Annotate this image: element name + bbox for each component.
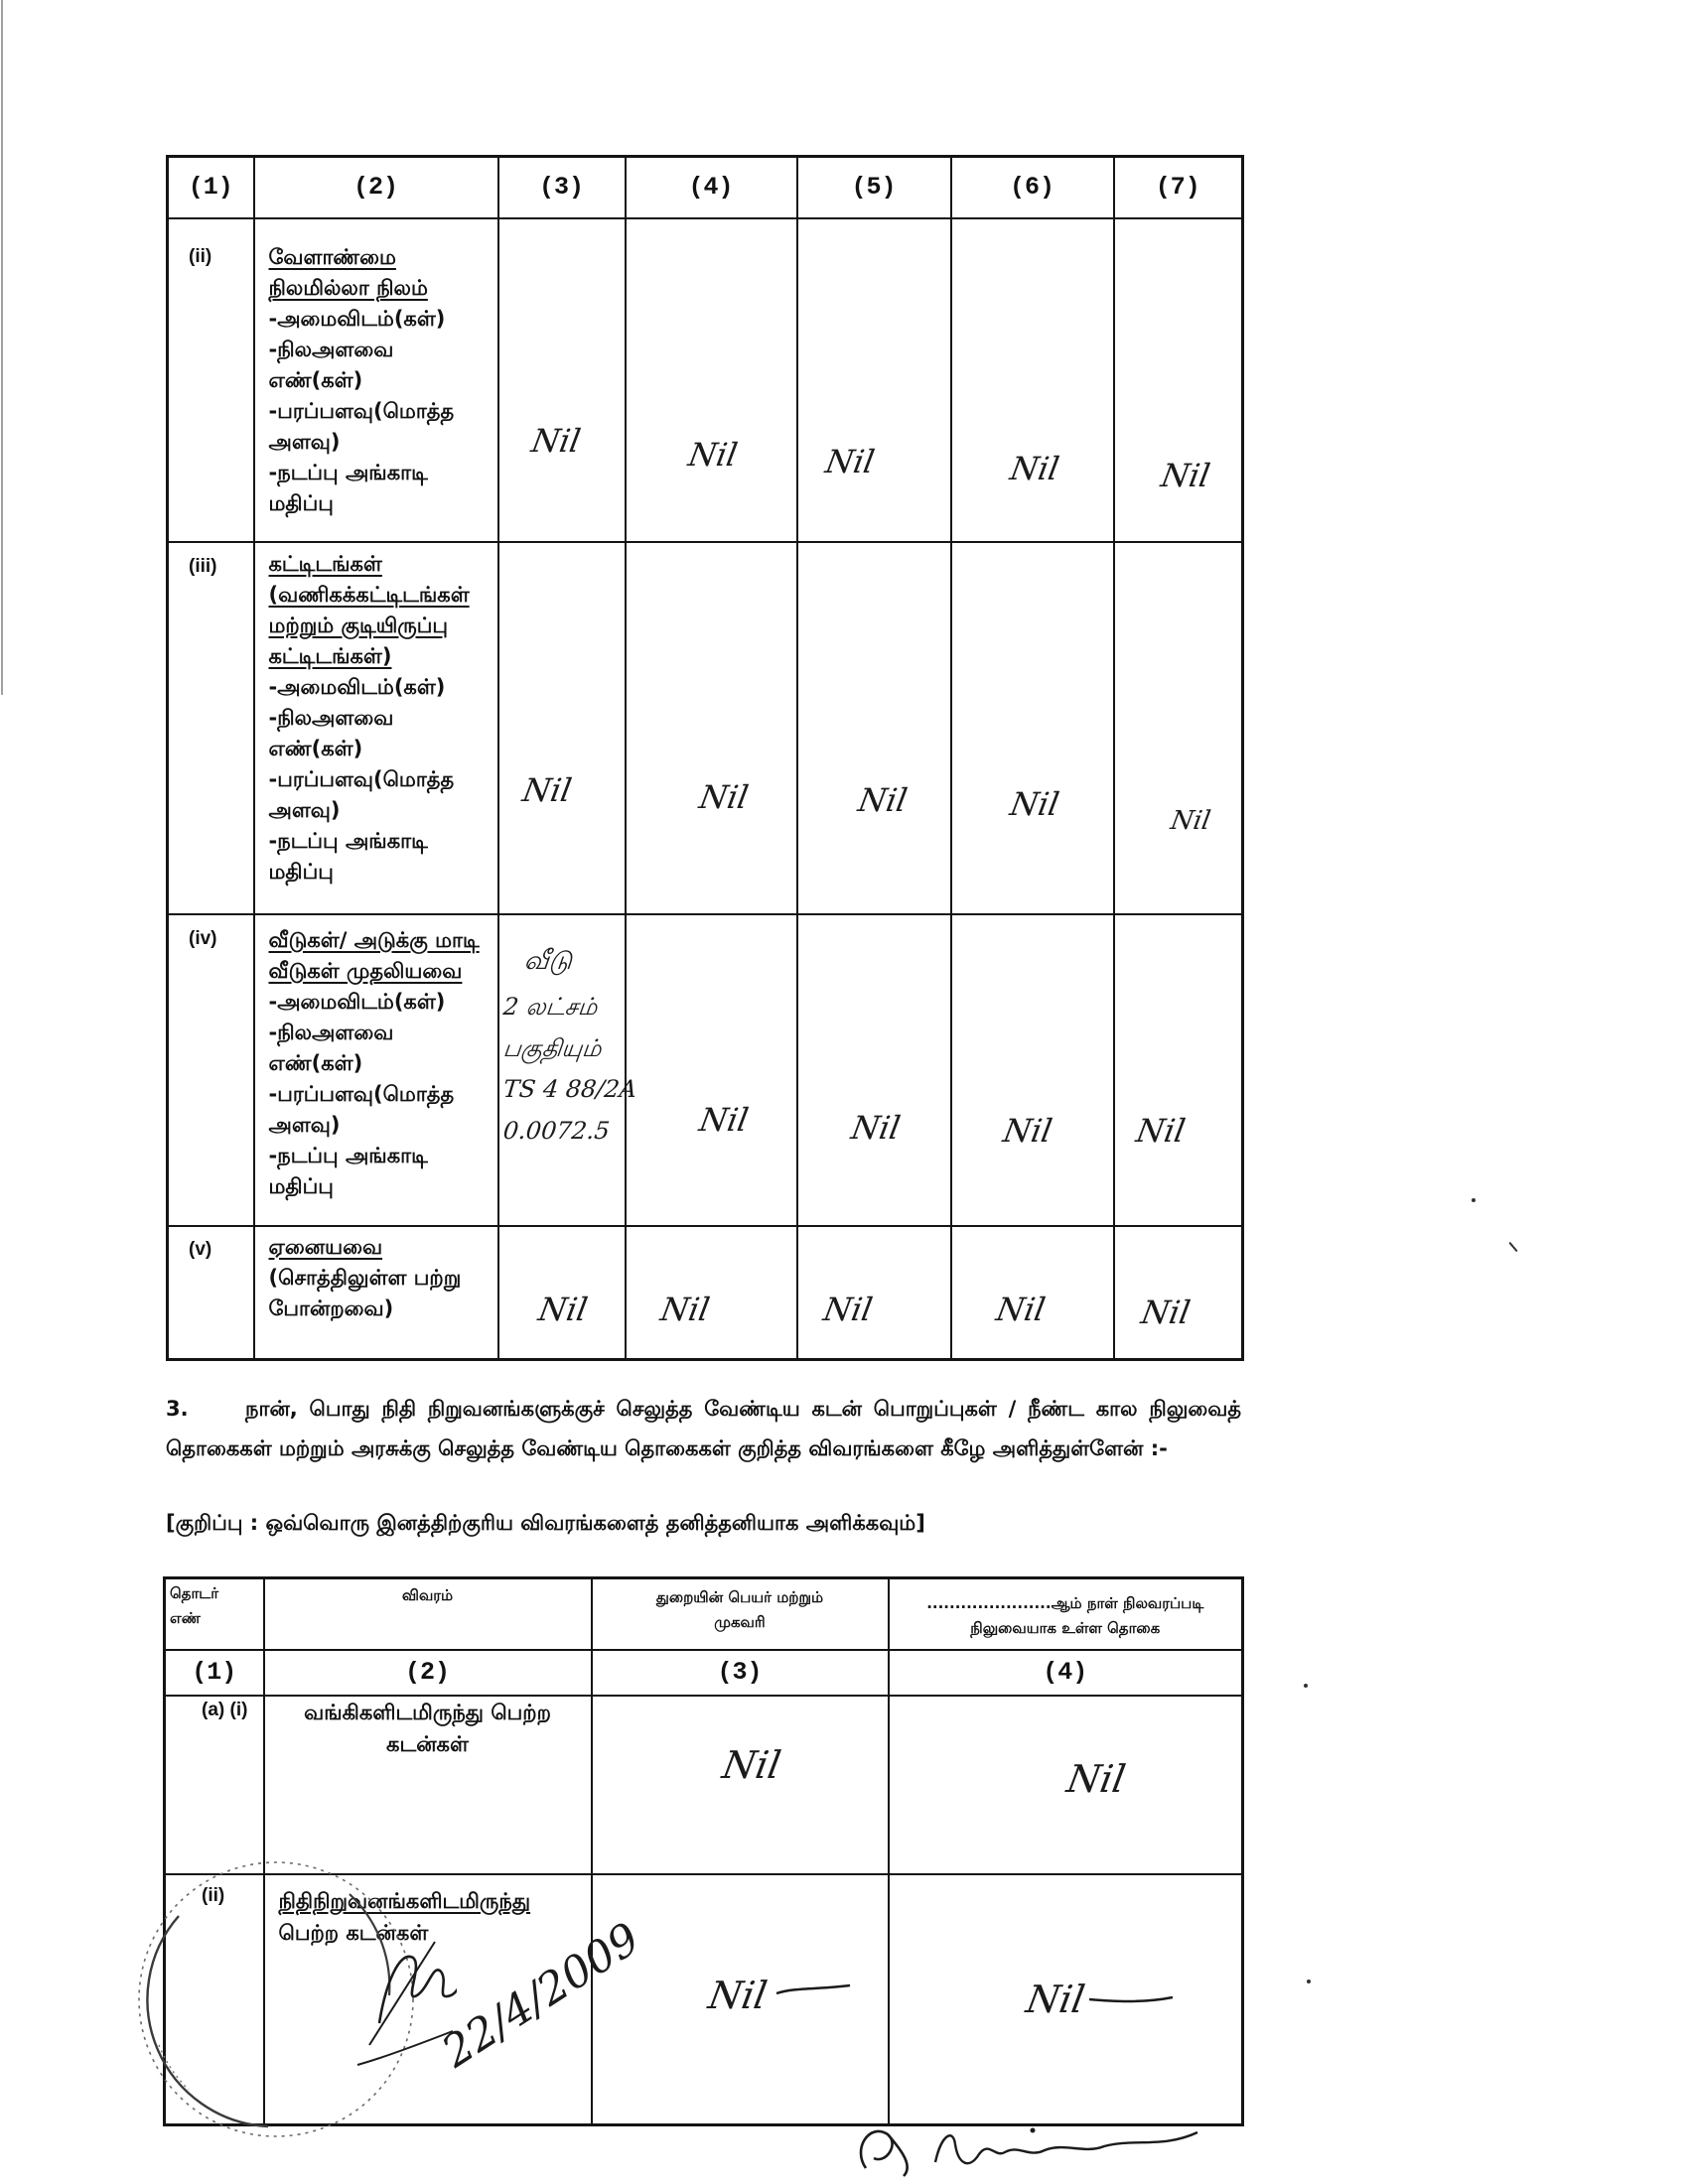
handwritten-note-line: 2 லட்சம் bbox=[501, 993, 600, 1021]
row-serial: (v) bbox=[189, 1238, 212, 1260]
row-detail-line: மதிப்பு bbox=[268, 490, 334, 515]
header-line: துறையின் பெயர் மற்றும் bbox=[655, 1588, 824, 1606]
handwritten-entry: Nil bbox=[535, 1291, 591, 1328]
row-serial: (ii) bbox=[189, 245, 212, 267]
column-number: (3) bbox=[498, 157, 626, 218]
row-title-line: நிலமில்லா நிலம் bbox=[268, 275, 428, 300]
column-number: (3) bbox=[592, 1650, 889, 1696]
assets-table bbox=[166, 155, 1244, 1361]
row-serial: (ii) bbox=[202, 1884, 225, 1906]
row-detail-line: -பரப்பளவு(மொத்த bbox=[268, 766, 455, 791]
row-description bbox=[255, 915, 497, 1202]
table-cell bbox=[797, 542, 951, 914]
handwritten-entry: Nil bbox=[1023, 1978, 1088, 2021]
row-description bbox=[255, 1227, 497, 1324]
row-detail-line: அளவு) bbox=[268, 797, 341, 822]
handwritten-entry: Nil bbox=[1158, 457, 1213, 494]
column-number: (4) bbox=[889, 1650, 1243, 1696]
row-detail-line: -நிலஅளவை bbox=[268, 1020, 394, 1044]
table-header-row bbox=[165, 1578, 1243, 1650]
table-cell bbox=[797, 914, 951, 1226]
section-3-paragraph bbox=[166, 1389, 1241, 1468]
table-cell bbox=[797, 218, 951, 542]
row-detail-line: -நடப்பு அங்காடி bbox=[268, 828, 428, 853]
table-header-cell bbox=[889, 1578, 1243, 1650]
table-cell bbox=[951, 914, 1114, 1226]
row-detail-line: -அமைவிடம்(கள்) bbox=[268, 989, 446, 1014]
table-cell bbox=[168, 914, 254, 1226]
serial-header bbox=[166, 1579, 263, 1631]
table-cell bbox=[1114, 1226, 1243, 1360]
handwritten-entry: Nil bbox=[528, 422, 584, 460]
scan-speck bbox=[1508, 1242, 1517, 1252]
row-detail-line: எண்(கள்) bbox=[268, 367, 363, 392]
row-description-line: வங்கிகளிடமிருந்து பெற்ற bbox=[304, 1700, 551, 1724]
section-note: [குறிப்பு : ஒவ்வொரு இனத்திற்குரிய விவரங்களைத் தனித்தனியாக அளிக்கவும்] bbox=[166, 1511, 925, 1535]
row-detail-line: -நடப்பு அங்காடி bbox=[268, 460, 428, 484]
row-title-line: (வணிகக்கட்டிடங்கள் bbox=[268, 582, 470, 607]
handwritten-entry: Nil bbox=[1063, 1757, 1129, 1801]
table-cell bbox=[626, 218, 797, 542]
handwritten-entry: Nil bbox=[855, 781, 911, 819]
description-header: விவரம் bbox=[401, 1586, 454, 1604]
handwritten-entry: Nil bbox=[1133, 1112, 1189, 1150]
handwritten-entry: Nil bbox=[1168, 806, 1213, 836]
handwritten-note-line: 0.0072.5 bbox=[501, 1117, 612, 1145]
handwritten-entry: Nil bbox=[1007, 785, 1062, 823]
section-number: 3. bbox=[166, 1397, 189, 1421]
handwritten-note-line: வீடு bbox=[522, 946, 574, 976]
official-seal-stamp bbox=[119, 1846, 457, 2174]
column-number-row bbox=[168, 157, 1243, 218]
row-detail-line: அளவு) bbox=[268, 1112, 341, 1137]
row-detail-line: -அமைவிடம்(கள்) bbox=[268, 674, 446, 699]
table-header-cell bbox=[264, 1578, 592, 1650]
row-serial: (iii) bbox=[189, 555, 217, 577]
header-line: எண் bbox=[170, 1609, 201, 1627]
table-cell bbox=[254, 914, 498, 1226]
row-title-line: கட்டிடங்கள் bbox=[268, 551, 382, 576]
row-detail-line: எண்(கள்) bbox=[268, 736, 363, 760]
scan-speck bbox=[1472, 1198, 1476, 1202]
header-line: நிலுவையாக உள்ள தொகை bbox=[970, 1619, 1161, 1637]
table-cell bbox=[168, 218, 254, 542]
column-number: (2) bbox=[264, 1650, 592, 1696]
column-number-row bbox=[165, 1650, 1243, 1696]
row-detail-line: மதிப்பு bbox=[268, 859, 334, 884]
table-cell bbox=[254, 218, 498, 542]
handwritten-entry: Nil bbox=[1007, 450, 1062, 487]
row-detail-line: மதிப்பு bbox=[268, 1173, 334, 1198]
column-number: (1) bbox=[168, 157, 254, 218]
column-number: (6) bbox=[951, 157, 1114, 218]
table-cell bbox=[168, 542, 254, 914]
handwritten-note-line: பகுதியும் bbox=[501, 1034, 604, 1062]
table-row bbox=[168, 218, 1243, 542]
table-cell bbox=[254, 542, 498, 914]
table-row bbox=[168, 914, 1243, 1226]
row-detail-line: அளவு) bbox=[268, 429, 341, 454]
table-cell bbox=[1114, 542, 1243, 914]
table-cell bbox=[1114, 914, 1243, 1226]
handwritten-entry: Nil bbox=[820, 1291, 876, 1328]
handwritten-entry: Nil bbox=[1000, 1112, 1055, 1150]
section-text: நான், பொது நிதி நிறுவனங்களுக்குச் செலுத்த வேண்டிய கடன் பொறுப்புகள் / நீண்ட கால நிலுவைத் தொகைகள் மற்றும் அரசுக்கு செலுத்த வேண்டிய தொகைகள் குறித்த விவரங்களை கீழே அளித்துள்ளேன் :- bbox=[166, 1397, 1241, 1460]
row-title-line: மற்றும் குடியிருப்பு bbox=[268, 613, 448, 637]
row-serial: (a) (i) bbox=[202, 1699, 248, 1720]
row-detail-line: -பரப்பளவு(மொத்த bbox=[268, 1081, 455, 1106]
column-number: (7) bbox=[1114, 157, 1243, 218]
row-title-line: கட்டிடங்கள்) bbox=[268, 643, 392, 668]
handwritten-entry: Nil bbox=[1138, 1294, 1194, 1331]
signature bbox=[844, 2113, 1211, 2178]
row-serial: (iv) bbox=[189, 927, 217, 949]
pen-flourish bbox=[1087, 1985, 1177, 2015]
row-title-line: வீடுகள் முதலியவை bbox=[268, 958, 463, 983]
row-description bbox=[255, 543, 497, 887]
table-cell bbox=[168, 1226, 254, 1360]
row-detail-line: -அமைவிடம்(கள்) bbox=[268, 306, 446, 331]
handwritten-entry: Nil bbox=[696, 778, 752, 816]
scan-speck bbox=[1307, 1979, 1311, 1983]
row-description-line: நிதிநிறுவனங்களிடமிருந்து bbox=[278, 1888, 531, 1913]
row-detail-line: போன்றவை) bbox=[268, 1296, 394, 1320]
row-title-line: வீடுகள்/ அடுக்கு மாடி bbox=[268, 927, 480, 952]
row-title-line: ஏனையவை bbox=[268, 1234, 383, 1259]
header-line: ......................ஆம் நாள் நிலவரப்படி bbox=[926, 1594, 1204, 1612]
row-detail-line: -நடப்பு அங்காடி bbox=[268, 1143, 428, 1167]
row-detail-line: -பரப்பளவு(மொத்த bbox=[268, 398, 455, 423]
handwritten-entry: Nil bbox=[719, 1743, 784, 1787]
table-cell bbox=[498, 542, 626, 914]
handwritten-entry: Nil bbox=[657, 1291, 713, 1328]
scan-speck bbox=[1304, 1684, 1308, 1688]
department-header bbox=[593, 1579, 888, 1635]
balance-header bbox=[890, 1579, 1242, 1641]
row-description-line: கடன்கள் bbox=[386, 1731, 469, 1756]
pen-flourish bbox=[774, 1976, 854, 2005]
table-cell bbox=[626, 542, 797, 914]
table-header-cell bbox=[592, 1578, 889, 1650]
row-detail-line: -நிலஅளவை bbox=[268, 705, 394, 730]
handwritten-note-line: TS 4 88/2A bbox=[501, 1075, 638, 1103]
row-detail-line: (சொத்திலுள்ள பற்று bbox=[268, 1265, 462, 1290]
row-description bbox=[265, 1697, 591, 1760]
table-cell bbox=[254, 1226, 498, 1360]
handwritten-entry: Nil bbox=[685, 436, 741, 474]
table-cell bbox=[889, 1696, 1243, 1874]
row-detail-line: -நிலஅளவை bbox=[268, 337, 394, 361]
handwritten-entry: Nil bbox=[993, 1291, 1049, 1328]
table-cell bbox=[951, 542, 1114, 914]
handwritten-entry: Nil bbox=[519, 771, 575, 809]
handwritten-entry: Nil bbox=[696, 1101, 752, 1139]
signature-date: 22/4/2009 bbox=[433, 1913, 649, 2078]
column-number: (5) bbox=[797, 157, 951, 218]
column-number: (4) bbox=[626, 157, 797, 218]
row-detail-line: எண்(கள்) bbox=[268, 1050, 363, 1075]
table-row bbox=[168, 542, 1243, 914]
column-number: (2) bbox=[254, 157, 498, 218]
handwritten-entry: Nil bbox=[848, 1109, 904, 1147]
table-header-cell bbox=[165, 1578, 264, 1650]
header-line: தொடர் bbox=[170, 1584, 219, 1602]
row-title-line: வேளாண்மை bbox=[268, 244, 396, 269]
handwritten-entry: Nil bbox=[822, 443, 878, 480]
row-description-line: பெற்ற கடன்கள் bbox=[278, 1920, 429, 1945]
header-line: முகவரி bbox=[714, 1613, 766, 1631]
table-cell bbox=[498, 218, 626, 542]
handwritten-entry: Nil bbox=[705, 1974, 771, 2017]
table-cell bbox=[951, 218, 1114, 542]
row-description bbox=[255, 219, 497, 519]
table-cell bbox=[626, 914, 797, 1226]
column-number: (1) bbox=[165, 1650, 264, 1696]
scan-edge-line bbox=[1, 0, 3, 695]
